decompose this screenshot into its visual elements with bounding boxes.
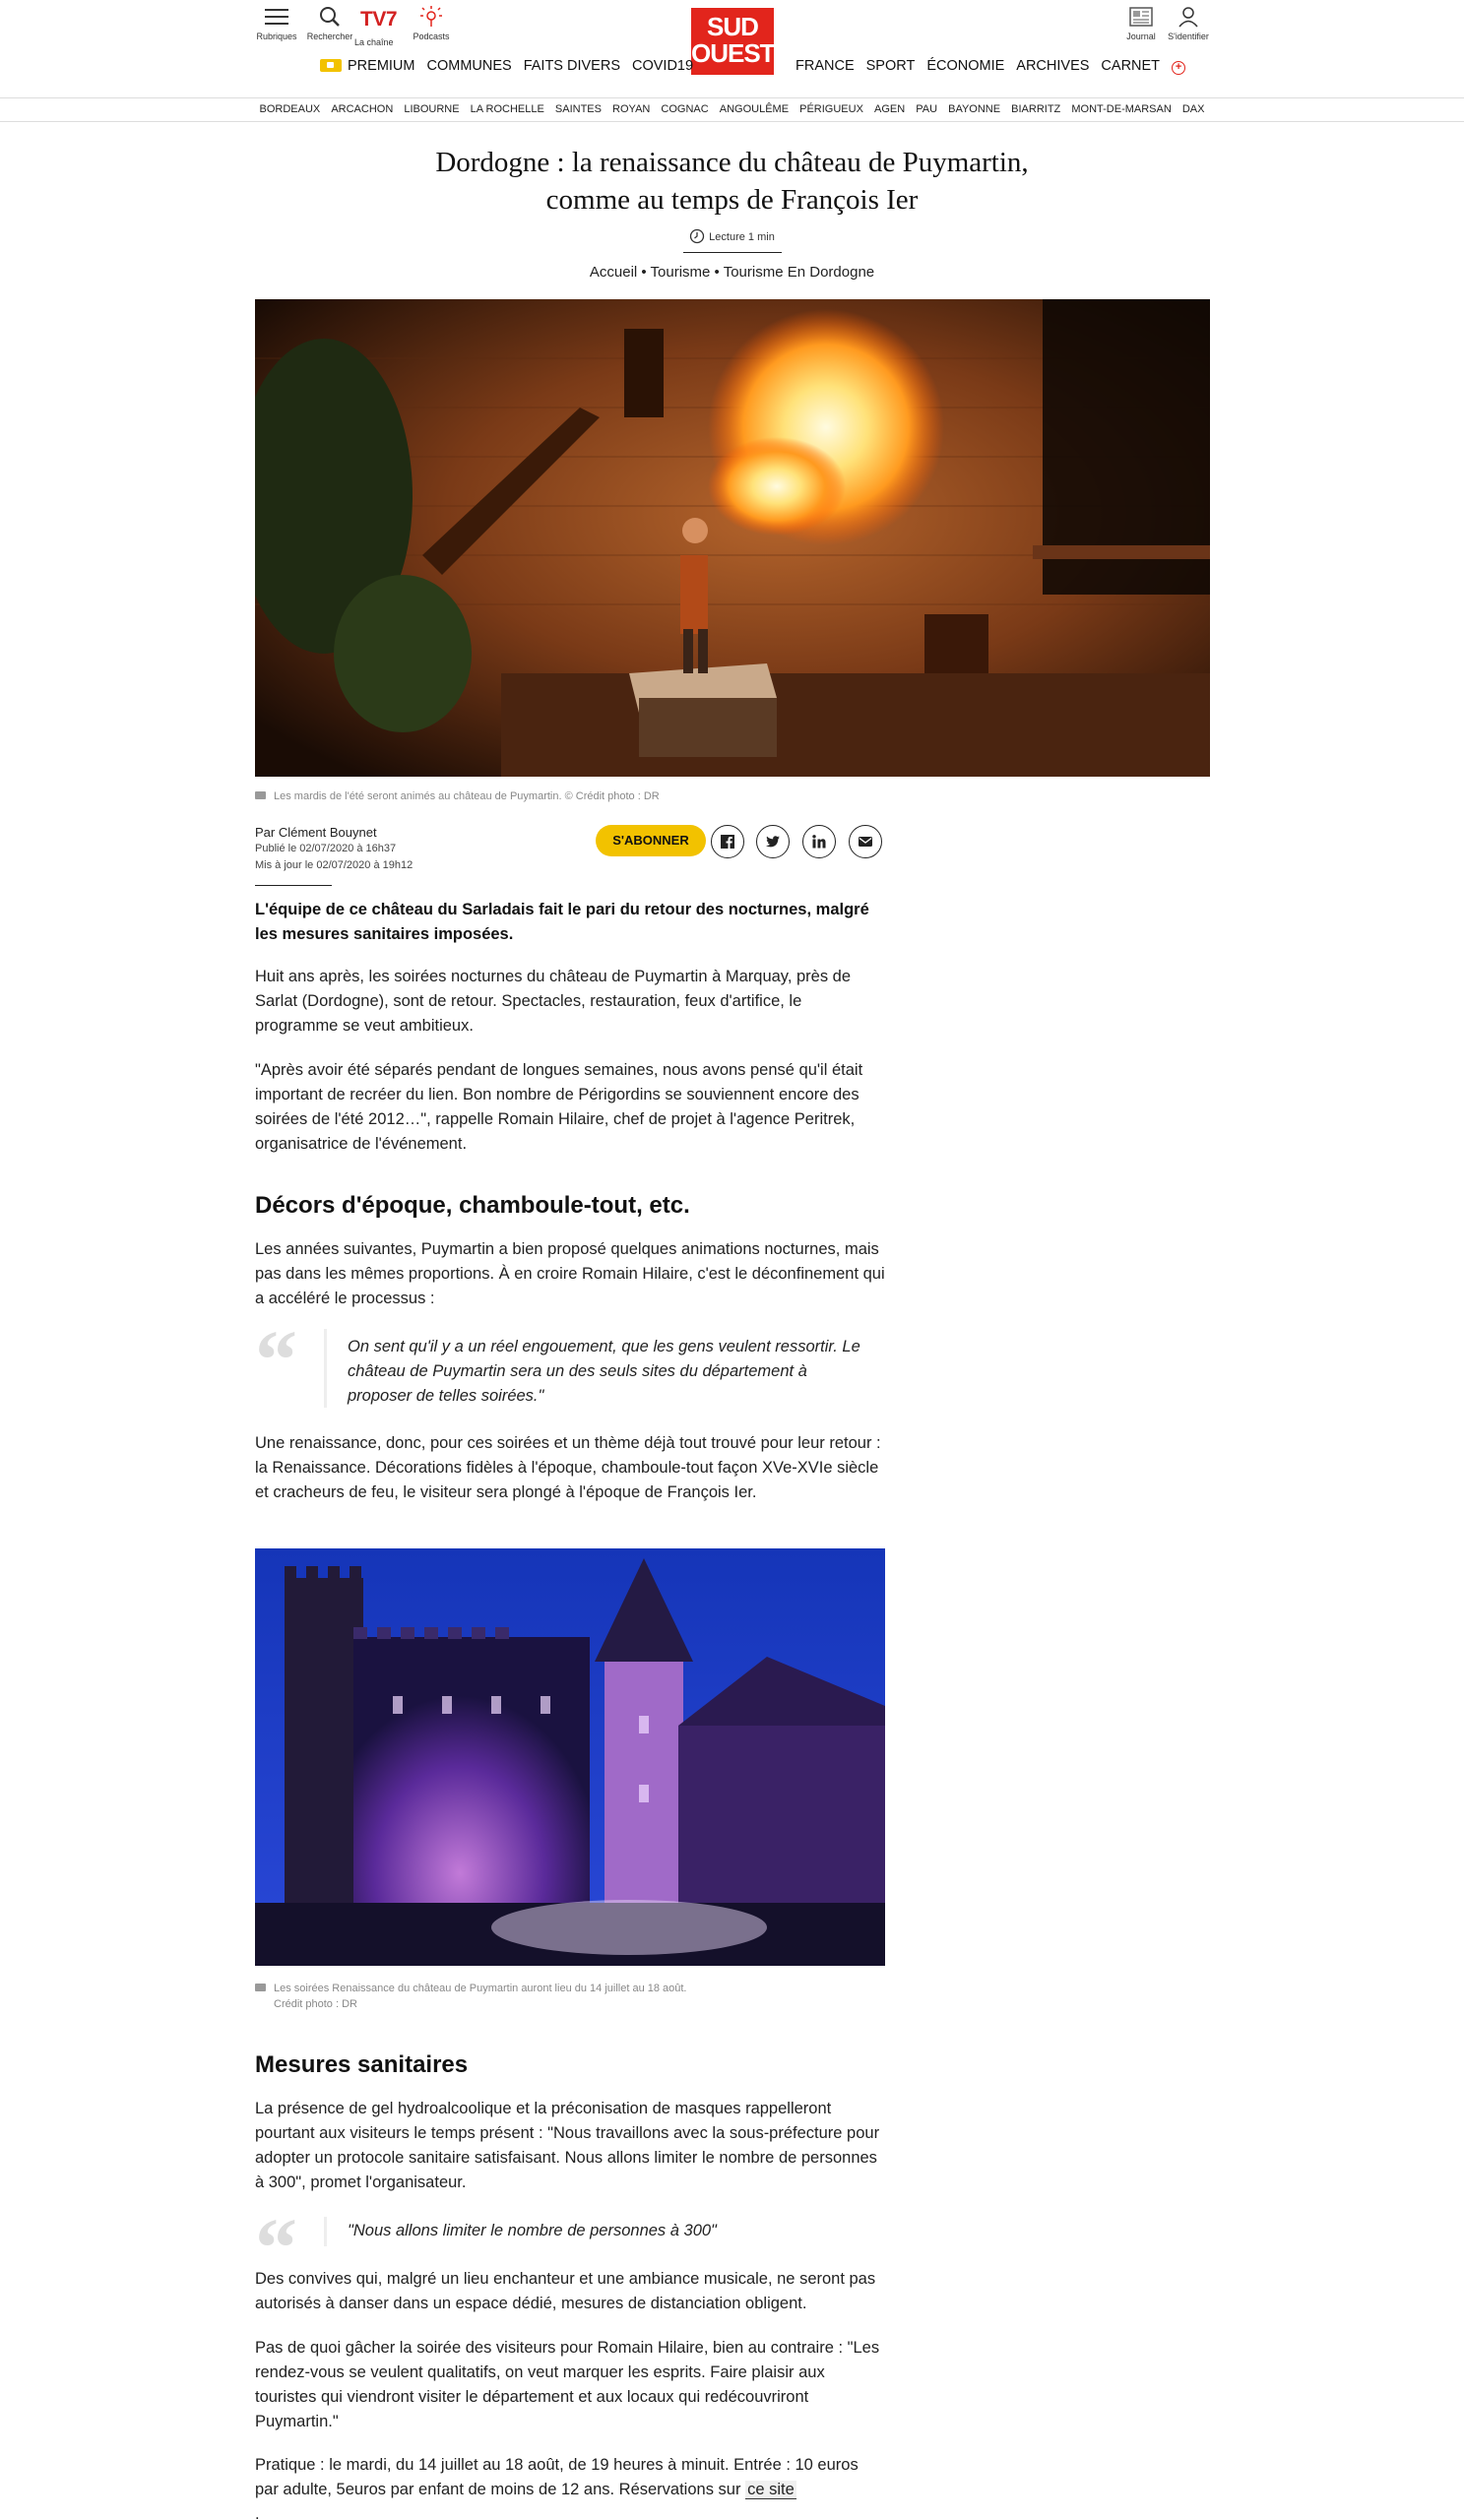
updated-date: Mis à jour le 02/07/2020 à 19h12 [255, 859, 414, 871]
podcast-icon [418, 6, 444, 28]
share-mail-button[interactable] [849, 825, 882, 858]
article-body [255, 898, 885, 947]
city-link[interactable]: SAINTES [554, 103, 602, 115]
article-section [255, 965, 885, 1039]
search-button[interactable] [302, 6, 357, 41]
clock-icon [689, 228, 705, 244]
more-nav-icon[interactable]: + [1172, 61, 1185, 75]
cities-bar [0, 98, 1464, 122]
city-link[interactable]: PÉRIGUEUX [799, 103, 863, 115]
author-name[interactable]: Par Clément Bouynet [255, 825, 377, 840]
podcasts-button[interactable] [404, 6, 459, 41]
article-section [255, 1191, 885, 1221]
quote-bar [324, 1329, 327, 1408]
paragraph: Une renaissance, donc, pour ces soirées et un thème déjà tout trouvé pour leur retour : la Renaissance. Décorations fidèles à l'époque, chamboule-tout façon XVe-XVIe siècle et cracheurs de feu, le visiteur sera plongé à l'époque de François Ier. [255, 1434, 881, 1501]
title-line-2: comme au temps de François Ier [545, 184, 919, 216]
paragraph: Les années suivantes, Puymartin a bien proposé quelques animations nocturnes, mais pas dans les mêmes proportions. À en croire Romain Hilaire, c'est le déconfinement qui a accéléré le processus : [255, 1240, 885, 1307]
search-icon [317, 6, 343, 28]
main-nav-right [796, 58, 1197, 75]
quote-text: On sent qu'il y a un réel engouement, que les gens veulent ressortir. Le château de Puymartin sera un des seuls sites du département à proposer de telles soirées." [348, 1338, 860, 1405]
site-header [0, 0, 1464, 98]
nav-item-france[interactable]: FRANCE [796, 58, 855, 74]
nav-item-premium[interactable]: PREMIUM [320, 58, 414, 74]
share-facebook-button[interactable] [711, 825, 744, 858]
article-section [255, 2453, 885, 2520]
paragraph: "Après avoir été séparés pendant de longues semaines, nous avons pensé qu'il était important de recréer du lien. Bon nombre de Périgordins se souviennent encore des soirées de l'été 2012…", rappelle Romain Hilaire, chef de projet à l'agence Peritrek, organisatrice de l'événement. [255, 1061, 863, 1153]
city-link[interactable]: DAX [1181, 103, 1205, 115]
reading-time-label: Lecture 1 min [709, 231, 775, 243]
podcasts-label: Podcasts [413, 32, 450, 41]
rubriques-button[interactable] [249, 6, 304, 41]
article-section [255, 1058, 885, 1157]
title-divider [683, 252, 782, 253]
camera-icon [255, 1984, 266, 1991]
section-heading: Mesures sanitaires [255, 2051, 469, 2078]
nav-item-sport[interactable]: SPORT [865, 58, 916, 74]
logo-line-2: OUEST [691, 38, 775, 68]
hero-image-fire-breather [255, 299, 1210, 777]
premium-icon [320, 59, 342, 72]
nav-item-communes[interactable]: COMMUNES [426, 58, 512, 74]
city-link[interactable]: ARCACHON [331, 103, 394, 115]
photo2-caption-text: Les soirées Renaissance du château de Puymartin auront lieu du 14 juillet au 18 août. [274, 1983, 687, 1994]
paragraph: Pas de quoi gâcher la soirée des visiteurs pour Romain Hilaire, bien au contraire : "Les rendez-vous se veulent qualitatifs, on veut marquer les esprits. Faire plaisir aux touristes qui viendront visiter le département et aux locaux qui redécouvriront Puymartin." [255, 2339, 880, 2430]
hero-caption-text: Les mardis de l'été seront animés au château de Puymartin. © Crédit photo : DR [274, 790, 660, 802]
article-section [255, 2267, 885, 2316]
nav-item-economie[interactable]: ÉCONOMIE [926, 58, 1005, 74]
castle-night-photo [255, 1548, 885, 1966]
article-title [256, 144, 1208, 219]
city-link[interactable]: BORDEAUX [259, 103, 321, 115]
quote-mark-icon: “ [255, 2200, 297, 2295]
reservation-link[interactable]: ce site [747, 2481, 795, 2498]
article-lead: L'équipe de ce château du Sarladais fait le pari du retour des nocturnes, malgré les mesures sanitaires imposées. [255, 901, 869, 943]
main-nav-left [320, 58, 705, 74]
practical-info: Pratique : le mardi, du 14 juillet au 18 août, de 19 heures à minuit. Entrée : 10 euros par adulte, 5euros par enfant de moins de 12 ans. Réservations sur [255, 2456, 859, 2498]
city-link[interactable]: LIBOURNE [404, 103, 460, 115]
nav-item-faits-divers[interactable]: FAITS DIVERS [523, 58, 620, 74]
city-link[interactable]: BIARRITZ [1011, 103, 1061, 115]
breadcrumb[interactable]: Accueil • Tourisme • Tourisme En Dordogne [589, 264, 875, 281]
city-link[interactable]: PAU [916, 103, 938, 115]
city-link[interactable]: ANGOULÊME [719, 103, 790, 115]
paragraph [255, 2453, 885, 2520]
city-link[interactable]: COGNAC [661, 103, 709, 115]
paragraph: Des convives qui, malgré un lieu enchanteur et une ambiance musicale, ne seront pas autorisés à danser dans un espace dédié, mesures de distanciation obligent. [255, 2270, 876, 2312]
byline-divider [255, 885, 332, 886]
nav-item-carnet[interactable]: CARNET [1101, 58, 1161, 74]
hero-caption [255, 788, 660, 804]
login-label: S'identifier [1168, 32, 1209, 41]
paragraph: La présence de gel hydroalcoolique et la préconisation de masques rappelleront pourtant aux visiteurs le temps présent : "Nous travaillons avec la sous-préfecture pour adopter un protocole sanitaire satisfaisant. Nous allons limiter le nombre de personnes à 300", promet l'organisateur. [255, 2100, 880, 2191]
tv7-label: La chaîne [354, 37, 394, 47]
published-date: Publié le 02/07/2020 à 16h37 [255, 843, 397, 854]
twitter-icon [765, 834, 781, 850]
facebook-icon [720, 834, 735, 850]
section-heading: Décors d'époque, chamboule-tout, etc. [255, 1192, 690, 1219]
user-icon [1176, 6, 1201, 28]
journal-label: Journal [1126, 32, 1156, 41]
nav-item-covid19[interactable]: COVID19 [632, 58, 694, 74]
reading-time [0, 228, 1464, 244]
mail-icon [858, 834, 873, 850]
photo2-caption [255, 1981, 687, 2012]
practical-info-end: . [255, 2505, 260, 2520]
subscribe-button[interactable]: S'ABONNER [596, 825, 706, 856]
photo2-credit: Crédit photo : DR [274, 1998, 357, 2010]
camera-icon [255, 791, 266, 799]
menu-icon [264, 6, 289, 28]
city-link[interactable]: ROYAN [612, 103, 651, 115]
share-twitter-button[interactable] [756, 825, 790, 858]
share-linkedin-button[interactable] [802, 825, 836, 858]
city-link[interactable]: MONT-DE-MARSAN [1071, 103, 1172, 115]
pull-quote [255, 1312, 885, 1408]
city-link[interactable]: BAYONNE [948, 103, 1001, 115]
nav-item-archives[interactable]: ARCHIVES [1016, 58, 1090, 74]
article-section [255, 2097, 885, 2195]
byline [255, 824, 413, 874]
search-label: Rechercher [306, 32, 353, 41]
article-section [255, 1431, 885, 1505]
paragraph: Huit ans après, les soirées nocturnes du château de Puymartin à Marquay, près de Sarlat (Dordogne), sont de retour. Spectacles, restauration, feux d'artifice, le programme se veut ambitieux. [255, 968, 852, 1035]
login-button[interactable] [1161, 6, 1216, 41]
journal-icon [1128, 6, 1154, 28]
quote-mark-icon: “ [255, 1312, 297, 1407]
article-section [255, 1237, 885, 1311]
logo-line-1: SUD [707, 12, 758, 41]
tv7-logo: TV7 [360, 8, 398, 31]
article-section [255, 2336, 885, 2434]
city-link[interactable]: LA ROCHELLE [470, 103, 544, 115]
city-link[interactable]: AGEN [873, 103, 906, 115]
article-section [255, 2050, 885, 2080]
rubriques-label: Rubriques [256, 32, 297, 41]
title-line-1: Dordogne : la renaissance du château de Puymartin, [435, 147, 1029, 178]
linkedin-icon [811, 834, 827, 850]
quote-bar [324, 2217, 327, 2246]
quote-text: "Nous allons limiter le nombre de personnes à 300" [348, 2222, 717, 2239]
